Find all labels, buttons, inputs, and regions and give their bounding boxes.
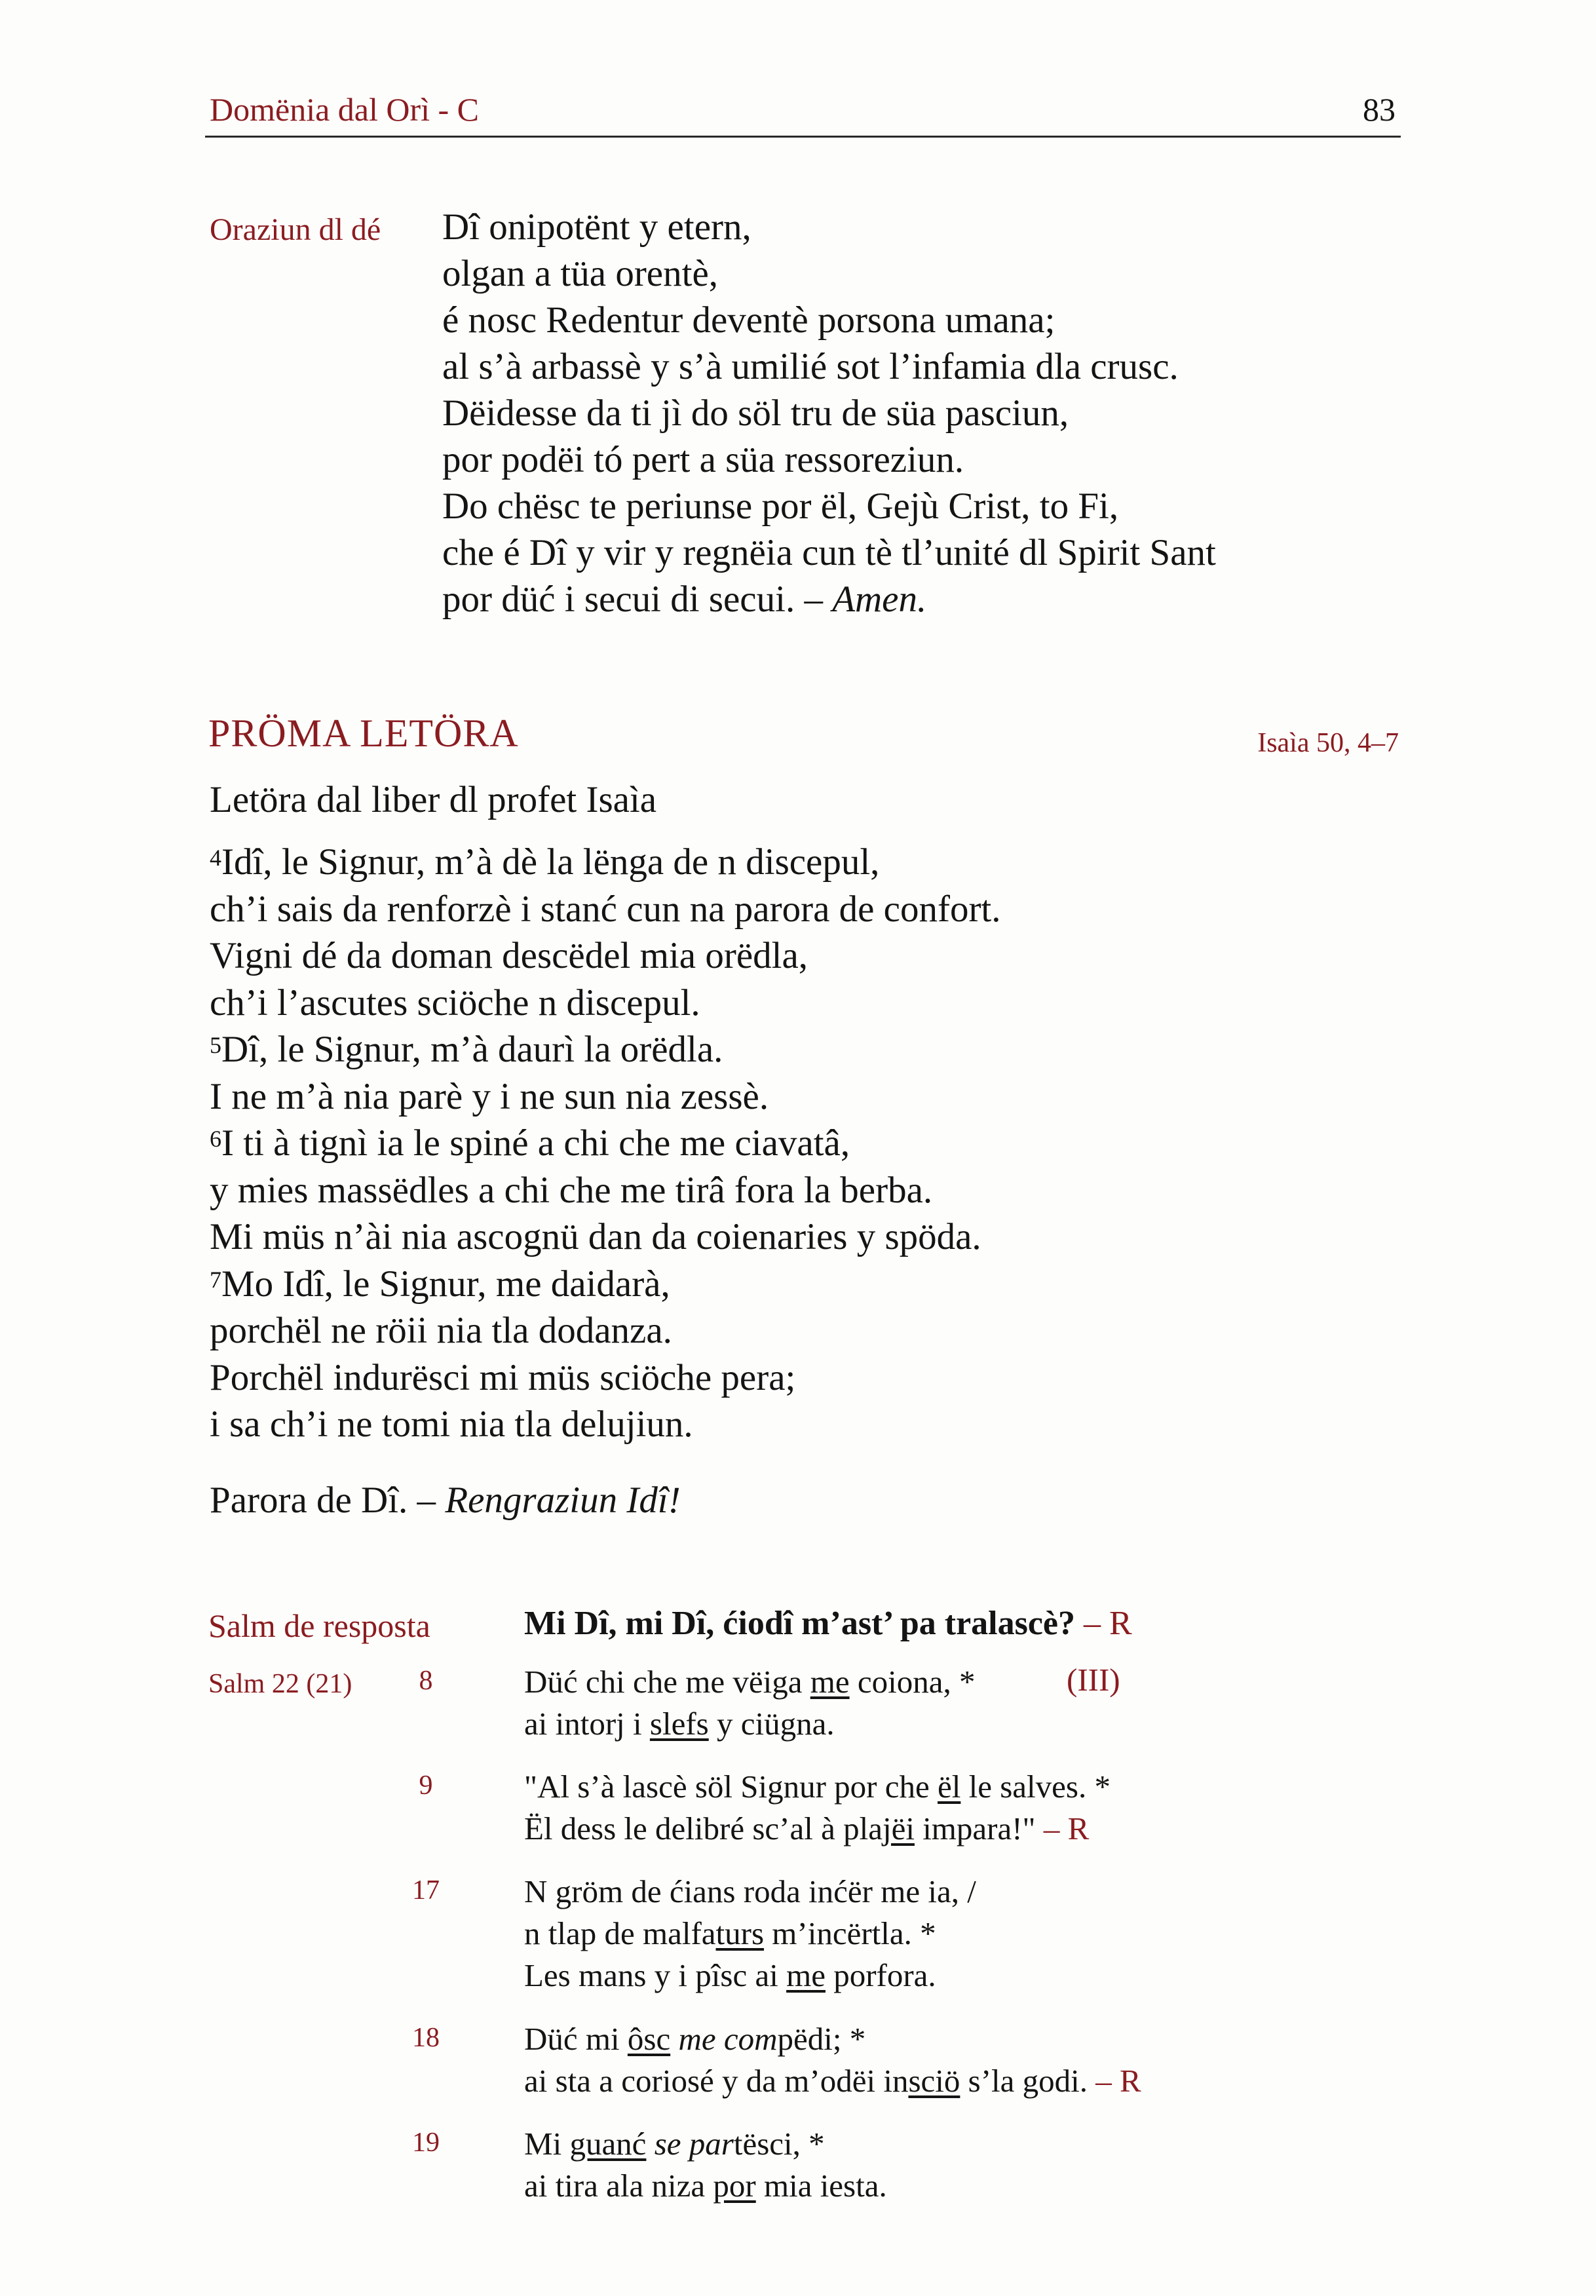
reading-line-text: Porchël indurësci mi müs sciöche pera;	[210, 1356, 796, 1398]
psalm-line-text: Les mans y i pîsc ai	[524, 1957, 787, 1993]
psalm-refrain-text: Mi Dî, mi Dî, ćiodî m’ast’ pa tralascè?	[524, 1605, 1075, 1642]
psalm-line-text: mia iesta.	[755, 2168, 887, 2204]
prayer-line: por düć i secui di secui. –	[442, 579, 823, 620]
psalm-line-text: m’incërtla. *	[764, 1915, 936, 1951]
prayer-line: al s’à arbassè y s’à umilié sot l’infamia dla crusc.	[442, 346, 1179, 387]
reading-line	[210, 839, 1001, 886]
reading-line-text: Vigni dé da doman descëdel mia orëdla,	[210, 935, 808, 976]
psalm-line-text: impara!"	[914, 1810, 1036, 1846]
psalm-line	[524, 2123, 887, 2165]
refrain-marker: – R	[1084, 1605, 1132, 1642]
header-divider	[205, 136, 1401, 138]
reading-line	[210, 1073, 1001, 1120]
prayer-text	[442, 204, 1216, 622]
psalm-verse-number: 19	[412, 2128, 440, 2158]
prayer-line: olgan a tüa orentè,	[442, 253, 718, 294]
stressed-syllable: sciö	[908, 2063, 960, 2099]
reading-line	[210, 1167, 1001, 1214]
psalm-label: Salm de resposta	[208, 1607, 430, 1644]
reading-reference: Isaìa 50, 4–7	[1257, 728, 1399, 758]
page-number: 83	[1363, 91, 1396, 128]
psalm-line-text: Düć chi che me vëiga	[524, 1664, 810, 1700]
psalm-line-text: Ël dess le delibré sc’al à pla	[524, 1810, 883, 1846]
psalm-line-text: pëdi; *	[777, 2021, 866, 2057]
psalm-line-text	[670, 2021, 678, 2057]
prayer-line: che é Dî y vir y regnëia cun tè tl’unité dl Spirit Sant	[442, 532, 1216, 573]
stressed-syllable: jëi	[882, 1810, 915, 1846]
prayer-line: é nosc Redentur deventè porsona umana;	[442, 299, 1055, 341]
reading-line	[210, 1354, 1001, 1402]
reading-line	[210, 1261, 1001, 1308]
reading-line-text: i sa ch’i ne tomi nia tla delujiun.	[210, 1404, 693, 1445]
reading-line-text: Dî, le Signur, m’à daurì la orëdla.	[221, 1029, 723, 1070]
reading-line-text: ch’i sais da renforzè i stanć cun na parora de confort.	[210, 888, 1001, 930]
stressed-syllable: guanć	[569, 2126, 647, 2162]
reading-text	[210, 839, 1001, 1448]
reading-title: PRÖMA LETÖRA	[208, 712, 519, 755]
psalm-line	[524, 1913, 976, 1955]
psalm-line-text: "Al s’à lascè söl Signur por che	[524, 1769, 938, 1805]
psalm-line-text: coiona, *	[849, 1664, 976, 1700]
reading-line	[210, 1307, 1001, 1354]
verse-number: 6	[210, 1126, 221, 1152]
psalm-verse-number: 8	[419, 1666, 433, 1696]
psalm-line-text: Mi	[524, 2126, 570, 2162]
stressed-syllable: ël	[938, 1769, 961, 1805]
reading-line	[210, 1120, 1001, 1167]
psalm-line	[524, 1661, 975, 1703]
psalm-verse-number: 17	[412, 1875, 440, 1905]
psalm-line-text: Düć mi	[524, 2021, 628, 2057]
reading-line-text: porchël ne röii nia tla dodanza.	[210, 1310, 672, 1351]
psalm-verse-text	[524, 1871, 976, 1997]
psalm-line-text: n tlap de malfa	[524, 1915, 716, 1951]
prayer-amen: Amen.	[832, 579, 927, 620]
stressed-syllable: por	[713, 2168, 756, 2204]
psalm-line	[524, 1955, 976, 1997]
psalm-line	[524, 2060, 1141, 2102]
reading-line-text: Mo Idî, le Signur, me daidarà,	[221, 1263, 670, 1305]
reading-line	[210, 1026, 1001, 1073]
verse-number: 7	[210, 1266, 221, 1293]
psalm-refrain	[524, 1604, 1132, 1643]
psalm-line-text: N gröm de ćians roda inćër me ia, /	[524, 1873, 976, 1909]
psalm-italic-text: me com	[678, 2021, 778, 2057]
psalm-line-text	[646, 2126, 654, 2162]
psalm-line	[524, 1766, 1111, 1808]
reading-line	[210, 886, 1001, 933]
psalm-verse-text	[524, 2018, 1141, 2102]
refrain-marker: – R	[1095, 2063, 1141, 2099]
psalm-line	[524, 2165, 887, 2207]
psalm-line-text: ai intorj i	[524, 1706, 650, 1742]
psalm-verse-text	[524, 1661, 975, 1745]
psalm-reference: Salm 22 (21)	[208, 1669, 352, 1699]
reading-line-text: Idî, le Signur, m’à dè la lënga de n discepul,	[221, 841, 880, 883]
prayer-line-last	[442, 576, 1216, 622]
reading-closing-text: Parora de Dî. –	[210, 1480, 436, 1521]
psalm-line-text: y ciügna.	[708, 1706, 835, 1742]
reading-line-text: ch’i l’ascutes sciöche n discepul.	[210, 982, 700, 1024]
reading-line	[210, 980, 1001, 1027]
psalm-italic-text: se par	[654, 2126, 734, 2162]
reading-line-text: I ti à tignì ia le spiné a chi che me ciavatâ,	[221, 1122, 850, 1164]
psalm-verse-number: 9	[419, 1770, 433, 1801]
psalm-verse-number: 18	[412, 2023, 440, 2053]
prayer-line: por podëi tó pert a süa ressoreziun.	[442, 439, 964, 480]
reading-closing	[210, 1479, 681, 1521]
prayer-line: Do chësc te periunse por ël, Gejù Crist, to Fi,	[442, 486, 1119, 527]
psalm-line-text: ai tira ala niza	[524, 2168, 713, 2204]
prayer-line: Dëidesse da ti jì do söl tru de süa pasciun,	[442, 392, 1069, 434]
psalm-line-text: porfora.	[825, 1957, 936, 1993]
reading-line-text: I ne m’à nia parè y i ne sun nia zessè.	[210, 1075, 769, 1117]
stressed-syllable: slefs	[649, 1706, 709, 1742]
reading-line-text: Mi müs n’ài nia ascognü dan da coienaries y spöda.	[210, 1216, 981, 1257]
psalm-line-text: s’la godi.	[960, 2063, 1088, 2099]
psalm-line	[524, 2018, 1141, 2060]
reading-line	[210, 1214, 1001, 1261]
stressed-syllable: me	[786, 1957, 826, 1993]
psalm-line	[524, 1808, 1111, 1850]
reading-line-text: y mies massëdles a chi che me tirâ fora la berba.	[210, 1169, 933, 1211]
verse-number: 4	[210, 845, 221, 871]
refrain-marker: – R	[1043, 1810, 1090, 1846]
reading-line	[210, 1401, 1001, 1448]
psalm-line	[524, 1703, 975, 1745]
psalm-tone: (III)	[1067, 1662, 1120, 1698]
psalm-line-text: tësci, *	[733, 2126, 825, 2162]
running-header-title: Domënia dal Orì - C	[210, 91, 480, 128]
psalm-line-text: le salves. *	[960, 1769, 1111, 1805]
prayer-label: Oraziun dl dé	[210, 212, 381, 247]
psalm-line	[524, 1871, 976, 1913]
stressed-syllable: me	[810, 1664, 850, 1700]
stressed-syllable: turs	[715, 1915, 765, 1951]
verse-number: 5	[210, 1032, 221, 1058]
psalm-verse-text	[524, 1766, 1111, 1850]
psalm-verse-text	[524, 2123, 887, 2207]
psalm-line-text: ai sta a coriosé y da m’odëi in	[524, 2063, 909, 2099]
reading-response: Rengraziun Idî!	[445, 1480, 681, 1521]
prayer-line: Dî onipotënt y etern,	[442, 206, 751, 248]
stressed-syllable: ôsc	[627, 2021, 671, 2057]
reading-intro: Letöra dal liber dl profet Isaìa	[210, 779, 657, 820]
reading-line	[210, 932, 1001, 980]
